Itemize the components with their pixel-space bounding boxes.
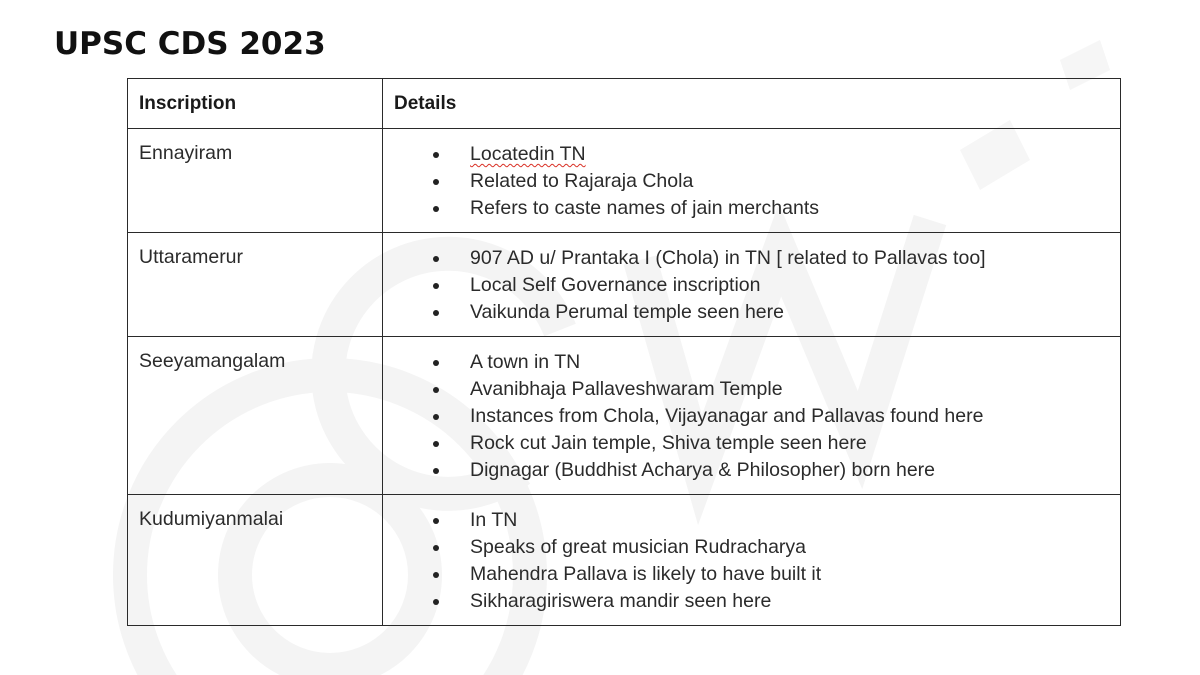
list-item: Speaks of great musician Rudracharya [433, 534, 1120, 561]
details-list [383, 141, 1120, 222]
list-item: Instances from Chola, Vijayanagar and Pallavas found here [433, 403, 1120, 430]
details-list [383, 245, 1120, 326]
table-row [128, 337, 1121, 495]
header-details: Details [383, 79, 1121, 129]
inscription-name: Seeyamangalam [128, 337, 383, 495]
inscription-details [383, 129, 1121, 233]
list-item [433, 141, 1120, 168]
list-item: Dignagar (Buddhist Acharya & Philosopher) born here [433, 457, 1120, 484]
inscription-details [383, 495, 1121, 626]
page-title: UPSC CDS 2023 [54, 26, 326, 62]
list-item: A town in TN [433, 349, 1120, 376]
inscription-name: Ennayiram [128, 129, 383, 233]
header-inscription: Inscription [128, 79, 383, 129]
details-list [383, 507, 1120, 615]
list-item: In TN [433, 507, 1120, 534]
inscription-details [383, 233, 1121, 337]
table-row [128, 129, 1121, 233]
details-list [383, 349, 1120, 484]
list-item: Rock cut Jain temple, Shiva temple seen here [433, 430, 1120, 457]
list-item: Related to Rajaraja Chola [433, 168, 1120, 195]
list-item: Local Self Governance inscription [433, 272, 1120, 299]
table-header-row [128, 79, 1121, 129]
inscription-details [383, 337, 1121, 495]
list-item: Mahendra Pallava is likely to have built it [433, 561, 1120, 588]
inscription-name: Kudumiyanmalai [128, 495, 383, 626]
detail-text: Locatedin TN [470, 143, 586, 165]
list-item: Avanibhaja Pallaveshwaram Temple [433, 376, 1120, 403]
list-item: 907 AD u/ Prantaka I (Chola) in TN [ related to Pallavas too] [433, 245, 1120, 272]
inscriptions-table [127, 78, 1121, 626]
table-row [128, 233, 1121, 337]
list-item: Sikharagiriswera mandir seen here [433, 588, 1120, 615]
list-item: Refers to caste names of jain merchants [433, 195, 1120, 222]
table-row [128, 495, 1121, 626]
inscription-name: Uttaramerur [128, 233, 383, 337]
list-item: Vaikunda Perumal temple seen here [433, 299, 1120, 326]
